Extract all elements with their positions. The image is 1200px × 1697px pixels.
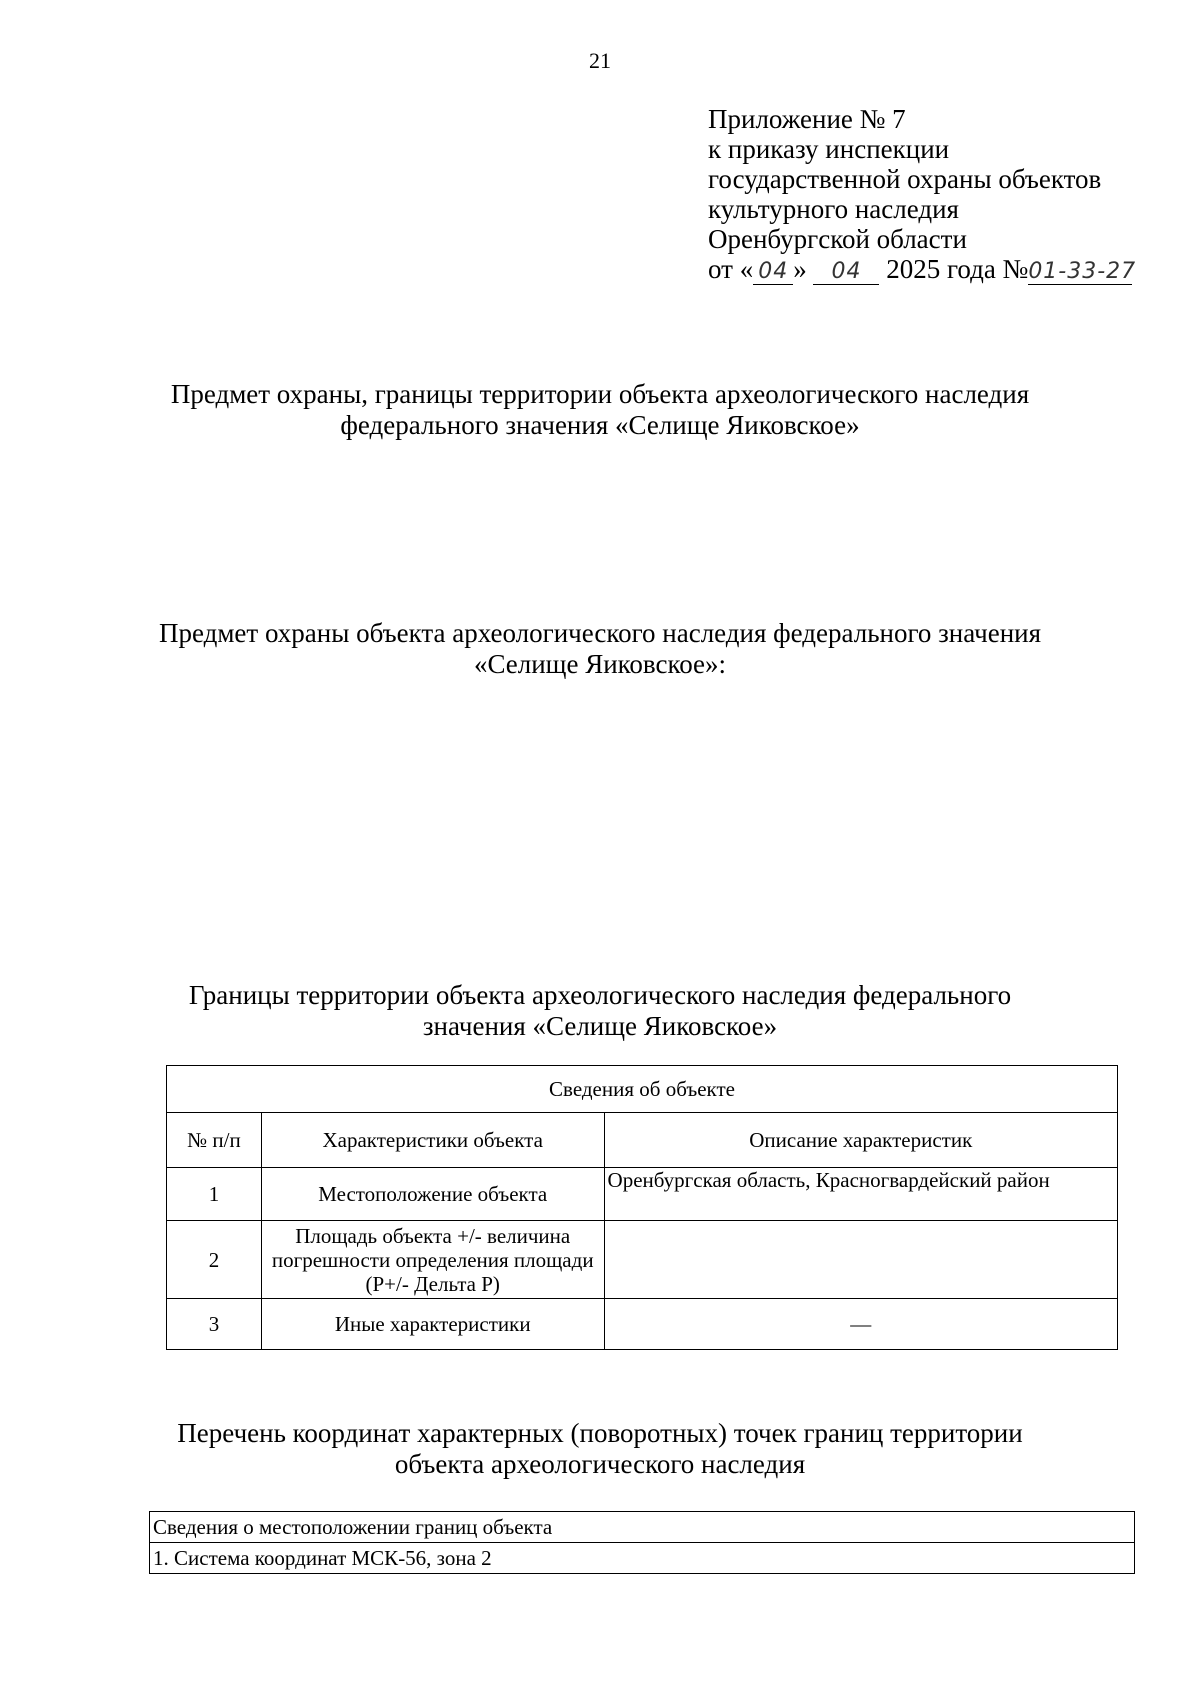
page-number: 21 — [589, 48, 611, 73]
table-title-row — [167, 1066, 1118, 1113]
boundary-title-cell: Сведения о местоположении границ объекта — [150, 1512, 1135, 1543]
heading-line: федерального значения «Селище Яиковское» — [340, 410, 860, 440]
column-header: Описание характеристик — [604, 1113, 1117, 1168]
date-day-handwritten: 04 — [753, 260, 793, 285]
heading-line: Перечень координат характерных (поворотных) точек границ территории — [177, 1418, 1023, 1448]
table-header-row — [167, 1113, 1118, 1168]
main-heading — [0, 379, 1200, 441]
appendix-block — [708, 104, 1137, 285]
appendix-date-line — [708, 254, 1137, 285]
column-header: Характеристики объекта — [261, 1113, 604, 1168]
coordinate-system-cell: 1. Система координат МСК-56, зона 2 — [150, 1543, 1135, 1574]
heading-line: Предмет охраны объекта археологического наследия федерального значения — [158, 618, 1042, 648]
table-title: Сведения об объекте — [167, 1066, 1118, 1113]
coordinates-heading — [0, 1418, 1200, 1480]
row-description — [604, 1221, 1117, 1299]
row-characteristic: Площадь объекта +/- величина погрешности определения площади (P+/- Дельта P) — [261, 1221, 604, 1299]
row-number: 1 — [167, 1168, 262, 1221]
date-mid: » — [793, 254, 807, 284]
table-row — [167, 1299, 1118, 1350]
heading-line: объекта археологического наследия — [394, 1449, 806, 1479]
row-number: 2 — [167, 1221, 262, 1299]
appendix-line: культурного наследия — [708, 194, 959, 224]
appendix-line: Оренбургской области — [708, 224, 967, 254]
table-row — [150, 1512, 1135, 1543]
date-year: 2025 года № — [886, 254, 1029, 284]
heading-line: значения «Селище Яиковское» — [422, 1011, 778, 1041]
doc-number-handwritten: 01-33-27 — [1028, 259, 1137, 284]
row-description: Оренбургская область, Красногвардейский район — [604, 1168, 1117, 1221]
protection-subject-heading — [0, 618, 1200, 680]
heading-line: Границы территории объекта археологического наследия федерального — [188, 980, 1012, 1010]
appendix-line: к приказу инспекции — [708, 134, 950, 164]
date-prefix: от « — [708, 254, 754, 284]
row-description: — — [604, 1299, 1117, 1350]
appendix-line: государственной охраны объектов — [708, 164, 1102, 194]
object-info-table — [166, 1065, 1118, 1350]
table-row — [167, 1168, 1118, 1221]
heading-line: Предмет охраны, границы территории объекта археологического наследия — [170, 379, 1030, 409]
column-header: № п/п — [167, 1113, 262, 1168]
appendix-title: Приложение № 7 — [708, 104, 906, 134]
row-number: 3 — [167, 1299, 262, 1350]
territory-boundaries-heading — [0, 980, 1200, 1042]
row-characteristic: Местоположение объекта — [261, 1168, 604, 1221]
table-row — [167, 1221, 1118, 1299]
row-characteristic: Иные характеристики — [261, 1299, 604, 1350]
table-row — [150, 1543, 1135, 1574]
boundary-info-table — [149, 1511, 1135, 1574]
date-month-handwritten: 04 — [813, 260, 879, 285]
heading-line: «Селище Яиковское»: — [473, 649, 727, 679]
